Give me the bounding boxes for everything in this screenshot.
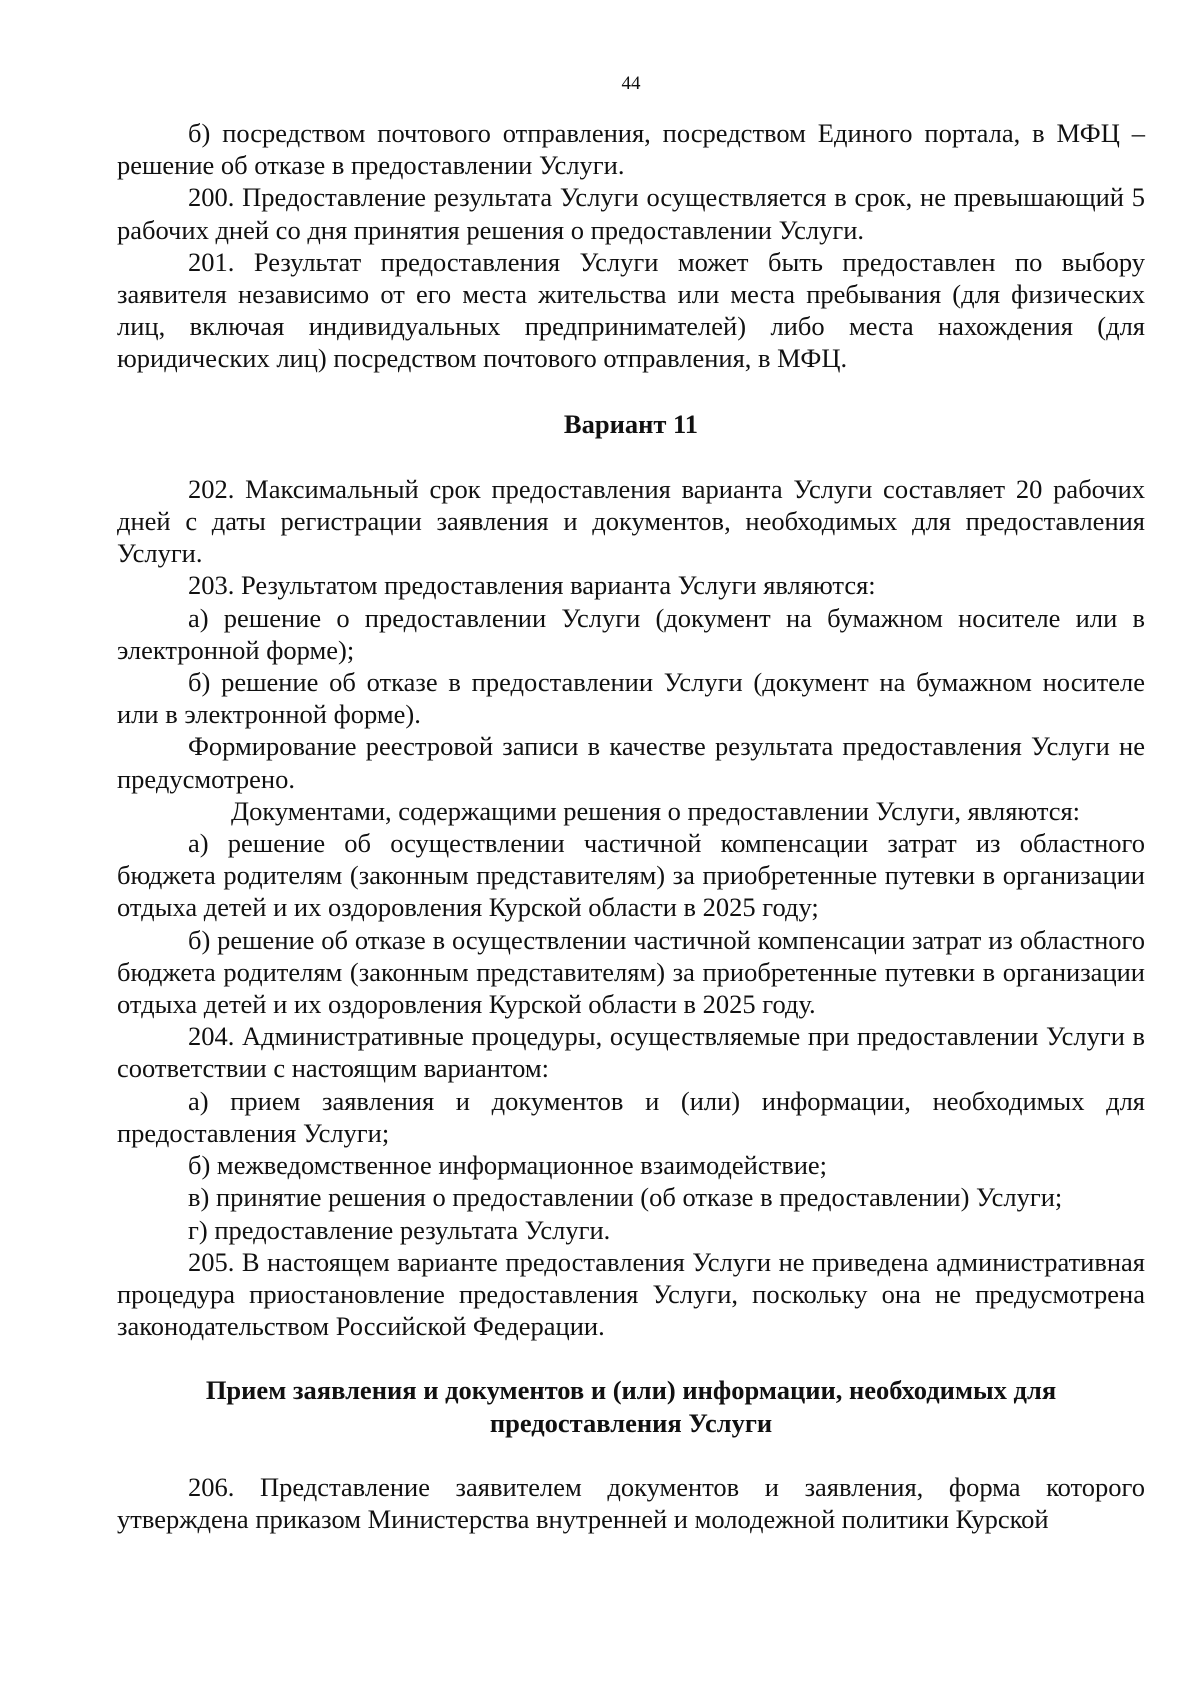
page-number: 44 [621,73,641,94]
paragraph-204-a: а) прием заявления и документов и (или) информации, необходимых для предоставления Услуги; [117,1085,1145,1148]
paragraph-203: 203. Результатом предоставления варианта Услуги являются: [188,570,876,601]
section-heading-line-1: Прием заявления и документов и (или) информации, необходимых для [205,1375,1057,1406]
paragraph-b-result-delivery: б) посредством почтового отправления, посредством Единого портала, в МФЦ – решение об отказе в предоставлении Услуги. [117,118,1145,181]
paragraph-203-b: б) решение об отказе в предоставлении Услуги (документ на бумажном носителе или в электронной форме). [117,667,1145,730]
paragraph-204-b: б) межведомственное информационное взаимодействие; [188,1150,828,1181]
section-heading-application-intake [117,1374,1145,1438]
paragraph-206: 206. Представление заявителем документов и заявления, форма которого утверждена приказом Министерства внутренней и молодежной политики Курской [117,1471,1145,1534]
paragraph-decision-a: а) решение об осуществлении частичной компенсации затрат из областного бюджета родителям (законным представителям) за приобретенные путевки в организации отдыха детей и их оздоровления Курской области в 2025 году; [117,828,1145,923]
paragraph-200: 200. Предоставление результата Услуги осуществляется в срок, не превышающий 5 рабочих дней со дня принятия решения о предоставлении Услуги. [117,182,1145,245]
paragraph-decision-documents: Документами, содержащими решения о предоставлении Услуги, являются: [231,795,1081,826]
paragraph-204: 204. Административные процедуры, осуществляемые при предоставлении Услуги в соответствии с настоящим вариантом: [117,1021,1145,1084]
section-heading-variant-11: Вариант 11 [563,408,699,439]
paragraph-202: 202. Максимальный срок предоставления варианта Услуги составляет 20 рабочих дней с даты регистрации заявления и документов, необходимых для предоставления Услуги. [117,473,1145,569]
paragraph-204-v: в) принятие решения о предоставлении (об отказе в предоставлении) Услуги; [188,1182,1063,1213]
paragraph-registry-record: Формирование реестровой записи в качестве результата предоставления Услуги не предусмотрено. [117,731,1145,794]
paragraph-205: 205. В настоящем варианте предоставления Услуги не приведена административная процедура приостановление предоставления Услуги, поскольку она не предусмотрена законодательством Российской Федерации. [117,1246,1145,1342]
paragraph-203-a: а) решение о предоставлении Услуги (документ на бумажном носителе или в электронной форме); [117,602,1145,665]
paragraph-decision-b: б) решение об отказе в осуществлении частичной компенсации затрат из областного бюджета родителям (законным представителям) за приобретенные путевки в организации отдыха детей и их оздоровления Курской области в 2025 году. [117,924,1145,1020]
paragraph-204-g: г) предоставление результата Услуги. [188,1214,611,1245]
paragraph-201: 201. Результат предоставления Услуги может быть предоставлен по выбору заявителя независимо от его места жительства или места пребывания (для физических лиц, включая индивидуальных предпринимателей) либо места нахождения (для юридических лиц) посредством почтового отправления, в МФЦ. [117,246,1145,374]
section-heading-line-2: предоставления Услуги [489,1407,773,1438]
document-body [117,117,1145,1535]
